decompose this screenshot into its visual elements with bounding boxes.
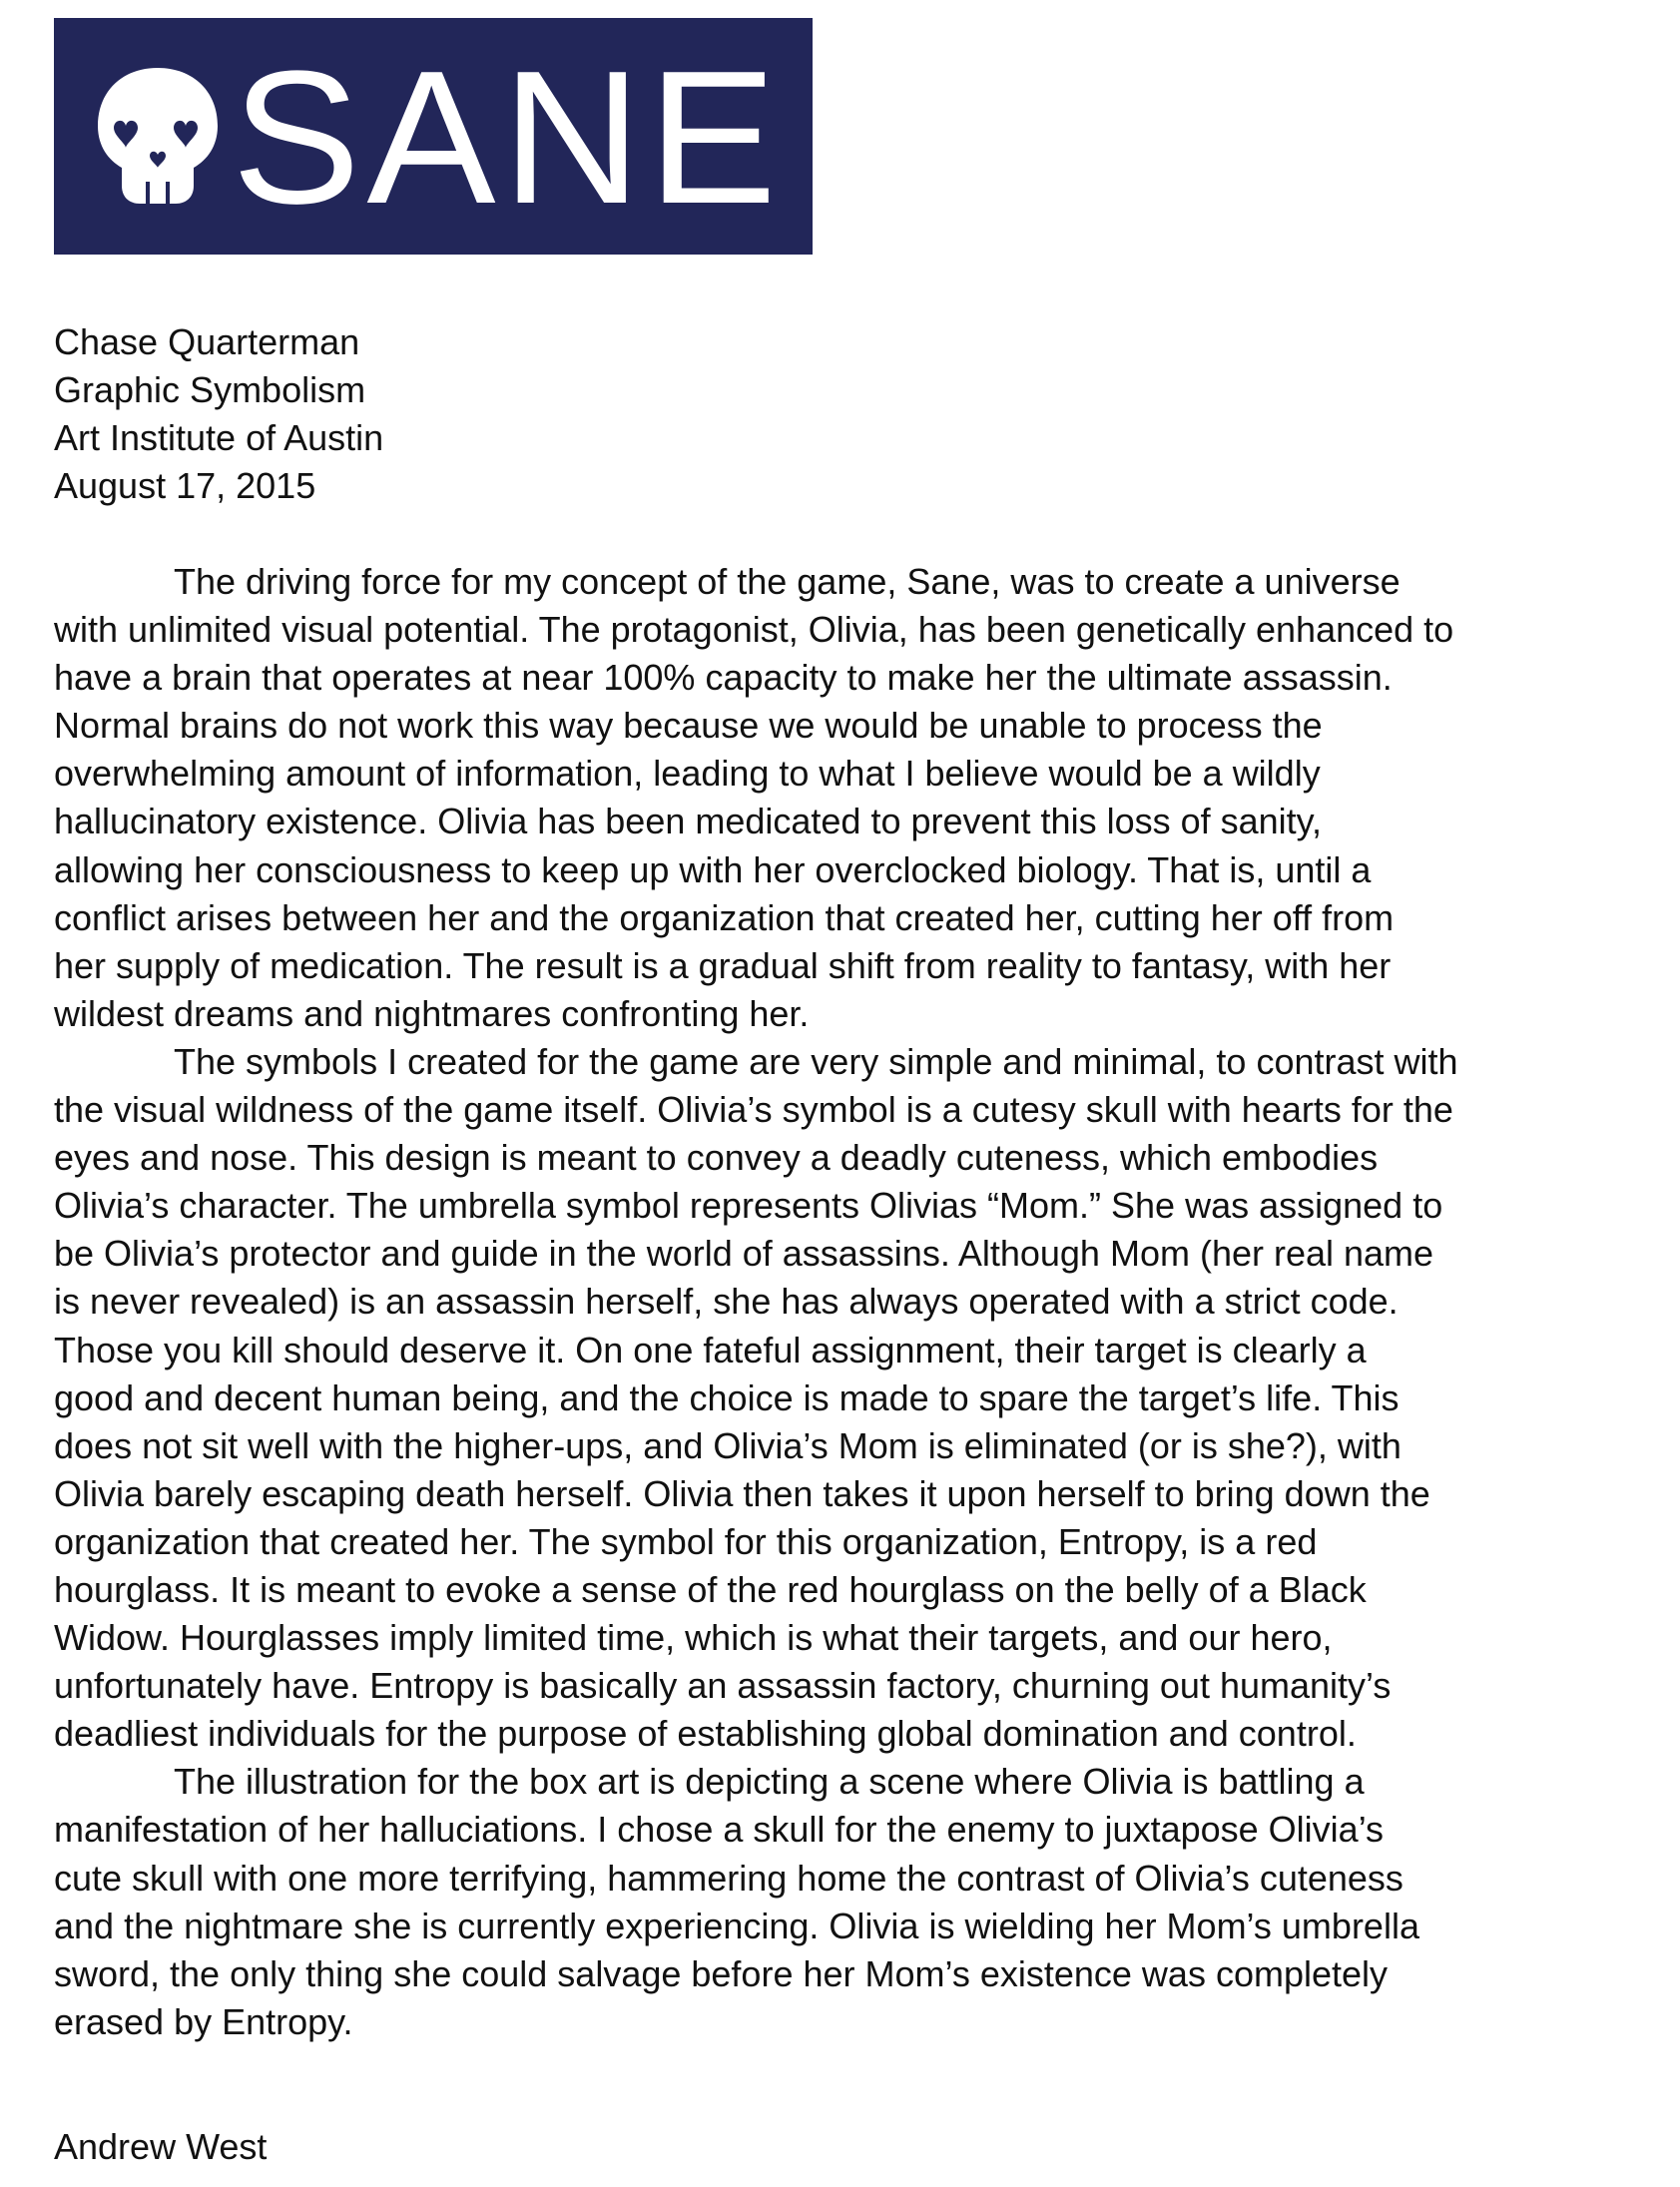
body-line: The illustration for the box art is depicting a scene where Olivia is battling a (174, 1761, 1365, 1803)
letter-body (54, 558, 1651, 2046)
letter-header (54, 318, 383, 510)
body-line: her supply of medication. The result is a gradual shift from reality to fantasy, with her (54, 944, 1392, 986)
body-line: wildest dreams and nightmares confronting her. (54, 992, 810, 1034)
body-line: Olivia’s character. The umbrella symbol represents Olivias “Mom.” She was assigned to (54, 1185, 1443, 1227)
signature: Andrew West (54, 2126, 268, 2167)
paragraph-concept (54, 558, 1651, 1038)
body-line: eyes and nose. This design is meant to convey a deadly cuteness, which embodies (54, 1137, 1379, 1179)
body-line: Normal brains do not work this way because we would be unable to process the (54, 705, 1323, 747)
body-line: Olivia barely escaping death herself. Olivia then takes it upon herself to bring down the (54, 1472, 1430, 1514)
author-name: Chase Quarterman (54, 321, 360, 362)
body-line: good and decent human being, and the choice is made to spare the target’s life. This (54, 1376, 1400, 1418)
logo-banner (54, 18, 813, 255)
body-line: erased by Entropy. (54, 2000, 353, 2042)
body-line: be Olivia’s protector and guide in the world of assassins. Although Mom (her real name (54, 1233, 1434, 1275)
body-line: overwhelming amount of information, leading to what I believe would be a wildly (54, 753, 1321, 795)
skull-heart-eyes-icon (94, 66, 222, 206)
course-name: Graphic Symbolism (54, 369, 366, 410)
body-line: manifestation of her halluciations. I chose a skull for the enemy to juxtapose Olivia’s (54, 1809, 1385, 1851)
body-line: The symbols I created for the game are very simple and minimal, to contrast with (174, 1040, 1458, 1082)
paragraph-symbols (54, 1038, 1651, 1758)
school-name: Art Institute of Austin (54, 417, 384, 458)
body-line: the visual wildness of the game itself. Olivia’s symbol is a cutesy skull with hearts for the (54, 1089, 1453, 1131)
body-line: Widow. Hourglasses imply limited time, which is what their targets, and our hero, (54, 1617, 1333, 1659)
logo-wordmark: SANE (232, 32, 784, 244)
body-line: and the nightmare she is currently experiencing. Olivia is wielding her Mom’s umbrella (54, 1905, 1419, 1946)
body-line: Those you kill should deserve it. On one fateful assignment, their target is clearly a (54, 1329, 1367, 1370)
body-line: have a brain that operates at near 100% capacity to make her the ultimate assassin. (54, 657, 1393, 699)
body-line: sword, the only thing she could salvage before her Mom’s existence was completely (54, 1952, 1389, 1994)
body-line: organization that created her. The symbol for this organization, Entropy, is a red (54, 1520, 1318, 1562)
body-line: deadliest individuals for the purpose of establishing global domination and control. (54, 1713, 1357, 1755)
body-line: with unlimited visual potential. The protagonist, Olivia, has been genetically enhanced to (54, 609, 1454, 651)
body-line: hallucinatory existence. Olivia has been medicated to prevent this loss of sanity, (54, 801, 1323, 842)
body-line: The driving force for my concept of the game, Sane, was to create a universe (174, 561, 1400, 602)
body-line: unfortunately have. Entropy is basically an assassin factory, churning out humanity’s (54, 1665, 1392, 1707)
body-line: is never revealed) is an assassin herself, she has always operated with a strict code. (54, 1281, 1399, 1323)
body-line: cute skull with one more terrifying, hammering home the contrast of Olivia’s cuteness (54, 1857, 1403, 1899)
body-line: allowing her consciousness to keep up with her overclocked biology. That is, until a (54, 848, 1372, 890)
body-line: conflict arises between her and the organization that created her, cutting her off from (54, 896, 1395, 938)
letter-date: August 17, 2015 (54, 465, 316, 506)
paragraph-box-art (54, 1758, 1651, 2046)
body-line: hourglass. It is meant to evoke a sense of the red hourglass on the belly of a Black (54, 1568, 1367, 1610)
body-line: does not sit well with the higher-ups, and Olivia’s Mom is eliminated (or is she?), with (54, 1424, 1401, 1466)
